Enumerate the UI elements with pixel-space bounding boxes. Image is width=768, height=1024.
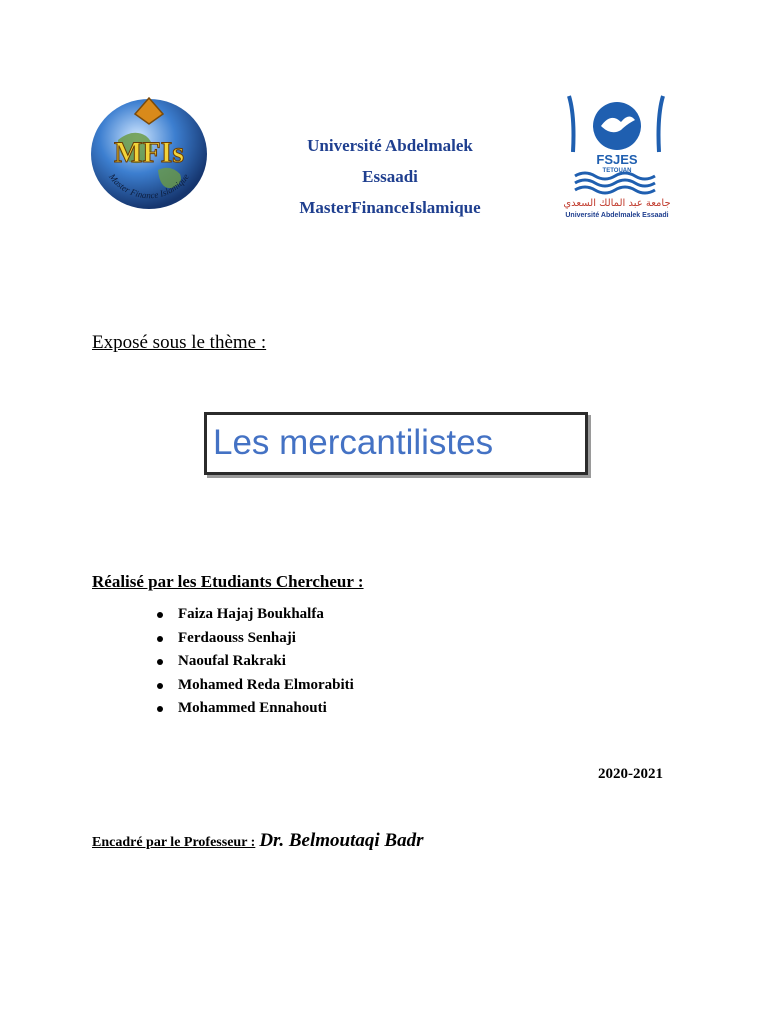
document-title: Les mercantilistes <box>213 423 494 462</box>
bullet-icon <box>157 706 163 712</box>
authors-label: Réalisé par les Etudiants Chercheur : <box>92 572 364 591</box>
fsjes-arabic-name: جامعة عبد المالك السعدي <box>563 198 671 209</box>
bullet-icon <box>157 612 163 618</box>
fsjes-caption: Université Abdelmalek Essaadi <box>565 212 669 219</box>
supervisor-line <box>92 830 423 852</box>
master-program-name: MasterFinanceIslamique <box>299 198 481 217</box>
bullet-icon <box>157 683 163 689</box>
university-name-line2: Essaadi <box>362 167 418 186</box>
fsjes-city: TETOUAN <box>602 168 632 174</box>
mfis-logo-text: MFIs <box>114 136 184 169</box>
student-name: Mohammed Ennahouti <box>178 700 327 716</box>
mfis-logo <box>88 90 210 212</box>
mfis-logo-arc-text: Master Finance Islamique <box>107 171 191 201</box>
bullet-icon <box>157 659 163 665</box>
expose-label: Exposé sous le thème : <box>92 332 267 353</box>
university-header <box>250 130 530 223</box>
student-name: Mohamed Reda Elmorabiti <box>178 676 354 693</box>
bullet-icon <box>157 636 163 642</box>
fsjes-acronym: FSJES <box>596 152 638 167</box>
student-name: Faiza Hajaj Boukhalfa <box>178 606 324 622</box>
supervisor-name: Dr. Belmoutaqi Badr <box>259 830 424 851</box>
student-name: Ferdaouss Senhaji <box>178 629 296 646</box>
title-box <box>204 412 588 475</box>
student-name: Naoufal Rakraki <box>178 653 286 669</box>
academic-year: 2020-2021 <box>598 766 663 782</box>
university-name-line1: Université Abdelmalek <box>307 136 473 155</box>
supervisor-label: Encadré par le Professeur : <box>92 835 256 850</box>
fsjes-logo <box>557 92 679 224</box>
